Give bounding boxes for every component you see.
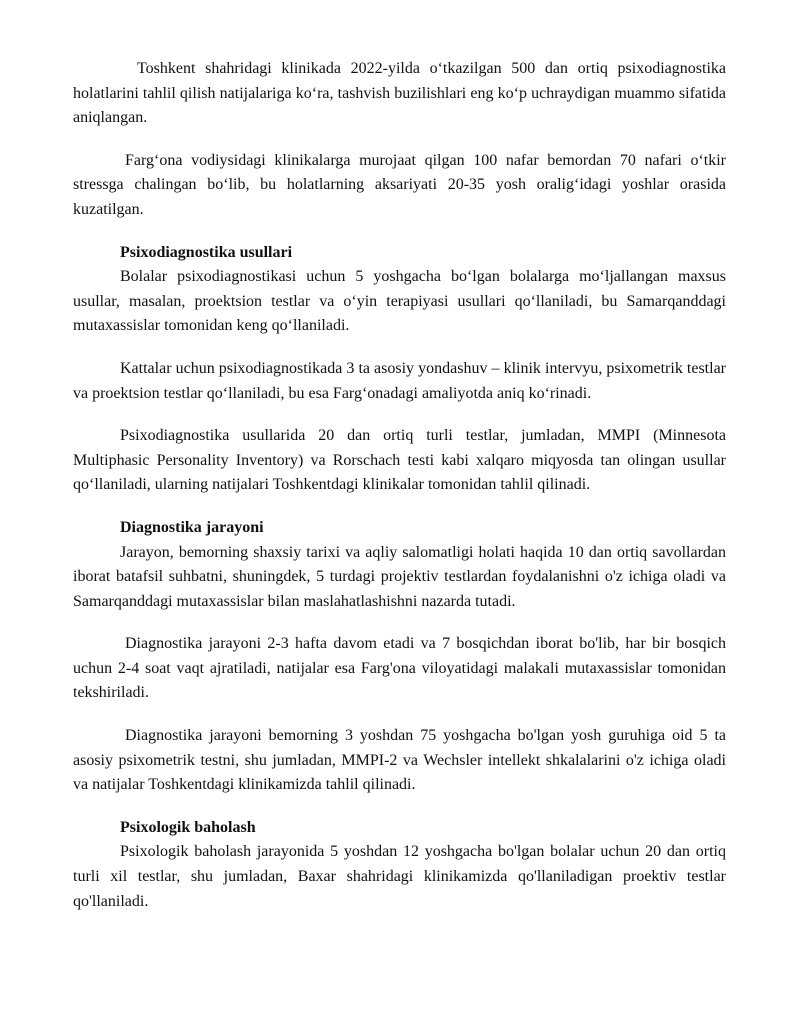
section-heading-psixodiagnostika-usullari: Psixodiagnostika usullari [120, 243, 293, 261]
section-heading-diagnostika-jarayoni: Diagnostika jarayoni [120, 518, 264, 536]
paragraph-fargona-stress: Farg‘ona vodiysidagi klinikalarga murojaat qilgan 100 nafar bemordan 70 nafari o‘tkir stressga chalingan bo‘lib, bu holatlarning aksariyati 20-35 yosh oralig‘idagi yoshlar orasida kuzatilgan. [73, 151, 726, 218]
paragraph-bolalar-psixodiagnostikasi: Bolalar psixodiagnostikasi uchun 5 yoshgacha bo‘lgan bolalarga mo‘ljallangan maxsus usullar, masalan, proektsion testlar va o‘yin terapiyasi usullari qo‘llaniladi, bu Samarqanddagi mutaxassislar tomonidan keng qo‘llaniladi. [73, 268, 726, 335]
paragraph-tashvish-buzilishlari: Toshkent shahridagi klinikada 2022-yilda o‘tkazilgan 500 dan ortiq psixodiagnostika holatlarini tahlil qilish natijalariga ko‘ra, tashvish buzilishlari eng ko‘p uchraydigan muammo sifatida aniqlangan. [73, 60, 726, 127]
paragraph-kattalar-yondashuv: Kattalar uchun psixodiagnostikada 3 ta asosiy yondashuv – klinik intervyu, psixometrik testlar va proektsion testlar qo‘llaniladi, bu esa Farg‘onadagi amaliyotda aniq ko‘rinadi. [73, 359, 726, 402]
document-page [73, 57, 726, 914]
paragraph-jarayon-bosqichlar: Diagnostika jarayoni 2-3 hafta davom etadi va 7 bosqichdan iborat bo'lib, har bir bosqich uchun 2-4 soat vaqt ajratiladi, natijalar esa Farg'ona viloyatidagi malakali mutaxassislar tomonidan tekshiriladi. [73, 635, 726, 702]
paragraph-testlar-mmpi: Psixodiagnostika usullarida 20 dan ortiq turli testlar, jumladan, MMPI (Minnesota Multiphasic Personality Inventory) va Rorschach testi kabi xalqaro miqyosda tan olingan usullar qo‘llaniladi, ularning natijalari Toshkentdagi klinikalar tomonidan tahlil qilinadi. [73, 427, 726, 494]
section-heading-psixologik-baholash: Psixologik baholash [120, 818, 256, 836]
paragraph-jarayon-yosh-guruhi: Diagnostika jarayoni bemorning 3 yoshdan 75 yoshgacha bo'lgan yosh guruhiga oid 5 ta asosiy psixometrik testni, shu jumladan, MMPI-2 va Wechsler intellekt shkalalarini o'z ichiga oladi va natijalar Toshkentdagi klinikamizda tahlil qilinadi. [73, 727, 726, 794]
paragraph-jarayon-suhbat: Jarayon, bemorning shaxsiy tarixi va aqliy salomatligi holati haqida 10 dan ortiq savollardan iborat batafsil suhbatni, shuningdek, 5 turdagi projektiv testlardan foydalanishni o'z ichiga oladi va Samarqanddagi mutaxassislar bilan maslahatlashishni nazarda tutadi. [73, 543, 726, 610]
paragraph-psixologik-baholash: Psixologik baholash jarayonida 5 yoshdan 12 yoshgacha bo'lgan bolalar uchun 20 dan ortiq turli xil testlar, shu jumladan, Baxar shahridagi klinikamizda qo'llaniladigan proektiv testlar qo'llaniladi. [73, 843, 726, 910]
